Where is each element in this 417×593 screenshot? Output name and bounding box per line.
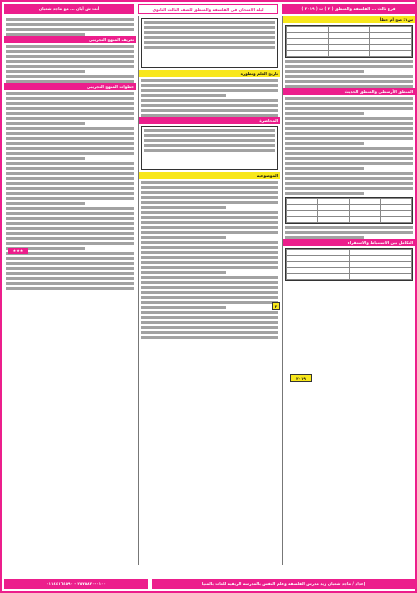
exam-year-badge: ٢٠١٩	[290, 374, 312, 382]
right-highlight-2: التكامل بين الاستنباط والاستقراء	[283, 239, 415, 246]
center-header-bar	[138, 4, 278, 14]
center-header-title: ليلة الامتحان في الفلسفة والمنطق للصف الثالث الثانوي	[152, 7, 264, 12]
right-answer-table-3	[285, 248, 413, 281]
right-answer-table-2	[285, 197, 413, 224]
left-footer-text: ٠١٠٠-٢٥٧٥٨٢٠ - ٠١١٤٤١٦٤٥٩٠	[46, 581, 106, 586]
left-header-bar	[4, 4, 134, 14]
decorative-stars-icon: ★★★	[8, 248, 28, 254]
left-header-title: أنت ش أيان ... مع ماجد شعبان	[38, 6, 100, 11]
center-comparison-box	[141, 18, 278, 68]
right-footer-text: إعداد / ماجد شعبان زيد مدرس الفلسفة وعلم النفس بالمدرسة الريفية للغات بالمنيا	[201, 581, 366, 586]
right-header-bar	[282, 4, 415, 14]
left-column	[4, 16, 136, 565]
right-section-heading-1: س١: صح أم خطأ	[283, 16, 415, 23]
left-footer-bar	[4, 579, 148, 589]
center-highlight-1: تاريخ العلم وتطوره	[139, 70, 280, 77]
right-header-title: فرع ثالث ... الفلسفة والمنطق ( ٢ ) ث ( ٢٠١٩ )	[301, 6, 396, 11]
center-lecture-box	[141, 126, 278, 170]
page-number-badge: ٣	[272, 302, 280, 310]
right-highlight-1: المنطق الأرسطي والمنطق الحديث	[283, 88, 415, 95]
center-column	[138, 16, 280, 565]
left-highlight-1: تعريف المنهج التجريبي	[4, 36, 136, 43]
right-footer-bar	[152, 579, 415, 589]
right-column	[282, 16, 415, 565]
right-answer-table-1	[285, 25, 413, 58]
left-highlight-2: خطوات المنهج التجريبي	[4, 83, 136, 90]
center-highlight-3: الموضوعية	[139, 172, 280, 179]
center-highlight-2: المحاضرة	[139, 117, 280, 124]
